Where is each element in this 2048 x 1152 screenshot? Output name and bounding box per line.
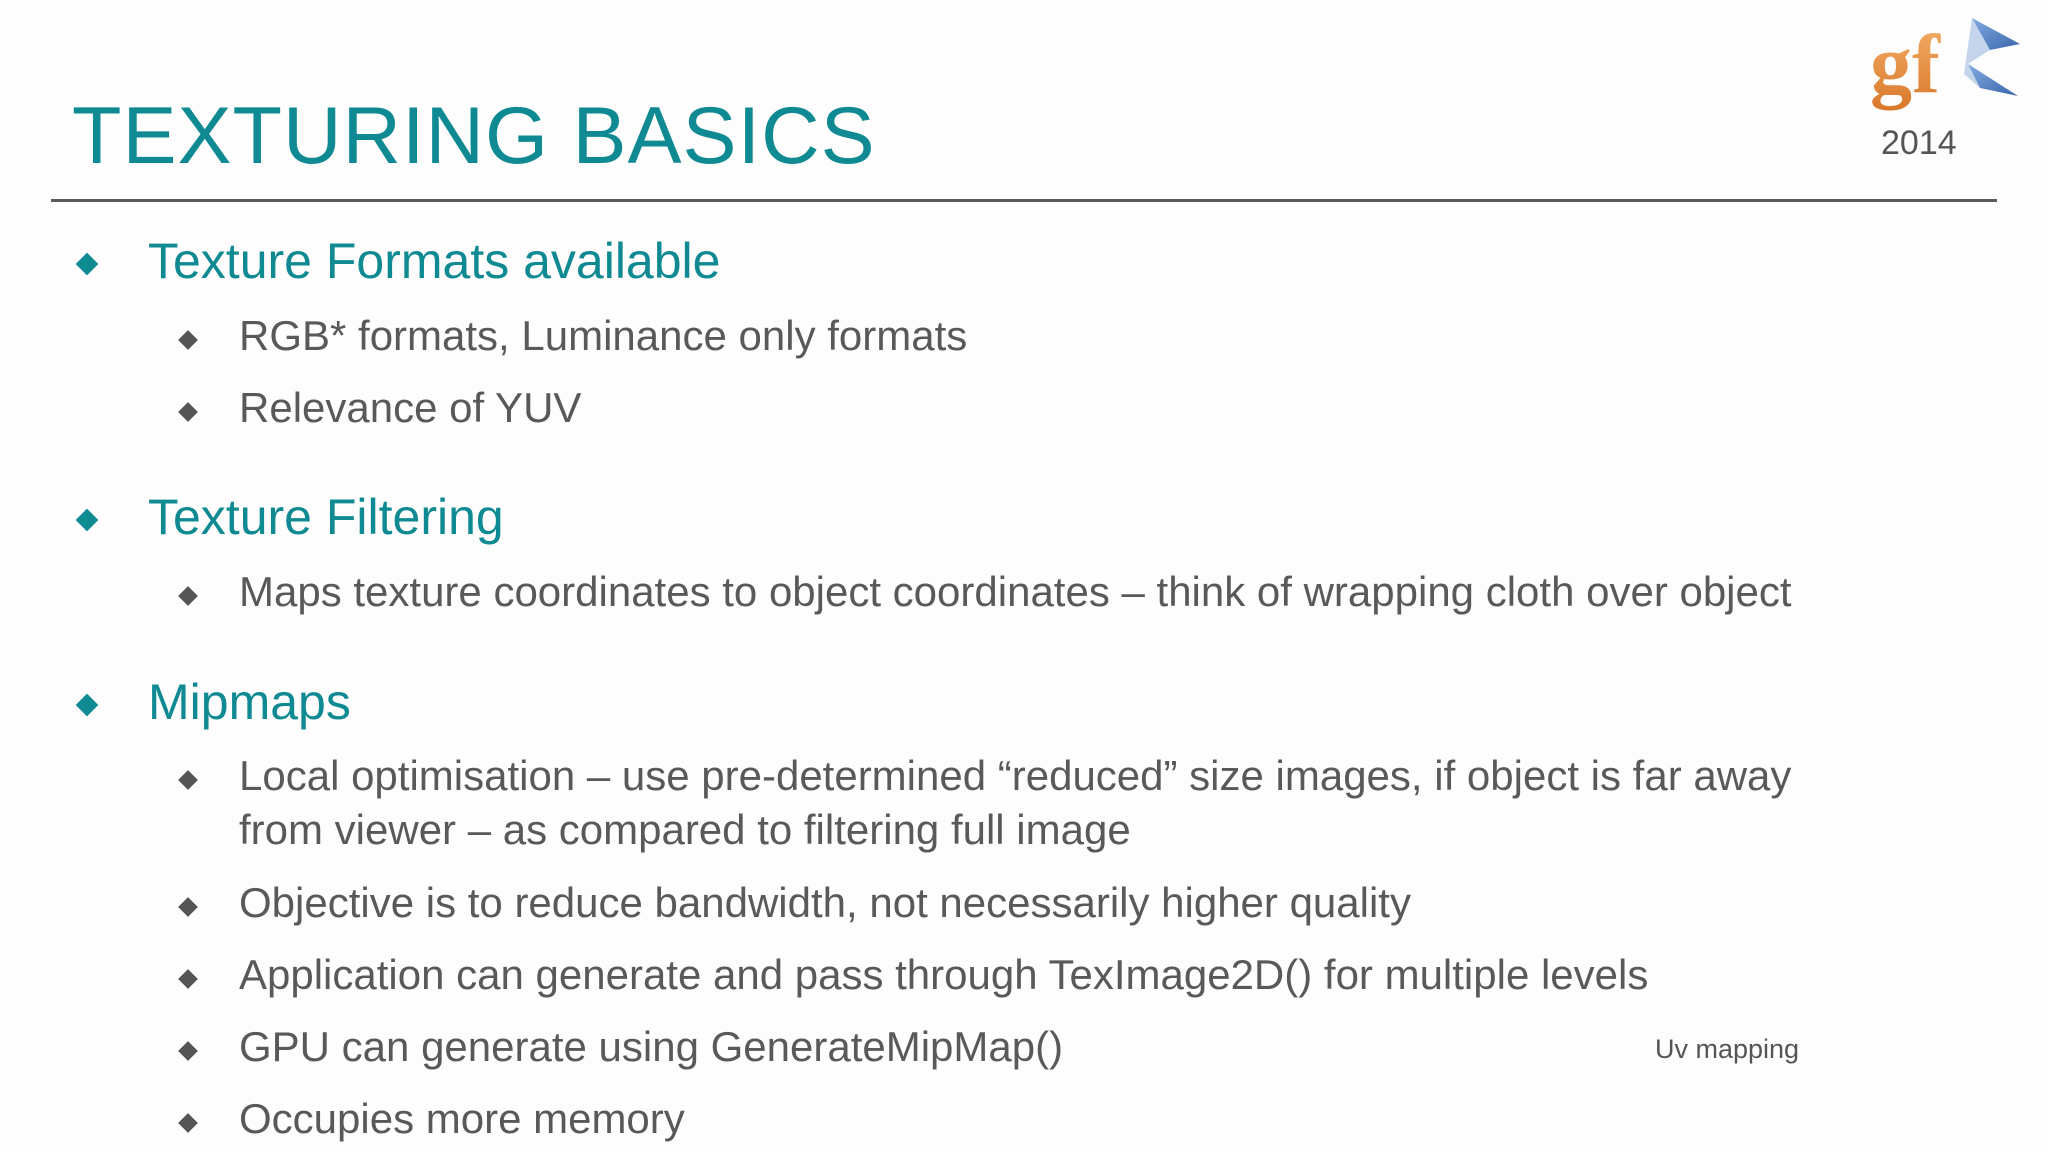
sub-bullet-text: Maps texture coordinates to object coordinates – think of wrapping cloth over object <box>239 568 1792 615</box>
uv-mapping-caption: Uv mapping <box>1655 1034 1800 1064</box>
title-divider <box>51 199 1997 202</box>
diamond-bullet-icon <box>178 770 198 790</box>
diamond-bullet-icon <box>178 1041 198 1061</box>
diamond-bullet-icon <box>178 897 198 917</box>
sub-bullet-reduce-bandwidth <box>239 876 1411 930</box>
diamond-bullet-icon <box>178 969 198 989</box>
bullet-mipmaps <box>148 675 351 730</box>
sub-bullet-text: Occupies more memory <box>239 1095 685 1142</box>
sub-bullet-text: GPU can generate using GenerateMipMap() <box>239 1023 1064 1070</box>
diamond-bullet-icon <box>76 509 99 532</box>
bullet-heading: Texture Filtering <box>148 489 504 545</box>
diamond-bullet-icon <box>76 694 99 717</box>
slide-title: TEXTURING BASICS <box>72 91 876 181</box>
sub-bullet-text: RGB* formats, Luminance only formats <box>239 312 968 359</box>
sub-bullet-line: from viewer – as compared to filtering full image <box>239 806 1131 853</box>
diamond-bullet-icon <box>76 253 99 276</box>
diamond-bullet-icon <box>178 330 198 350</box>
sub-bullet-text: Application can generate and pass through TexImage2D() for multiple levels <box>239 951 1649 998</box>
sub-bullet-generatemipmap <box>239 1020 1063 1074</box>
bullet-texture-formats <box>148 234 720 289</box>
year-label: 2014 <box>1881 124 1957 162</box>
sub-bullet-teximage2d <box>239 948 1648 1002</box>
bullet-texture-filtering <box>148 490 504 545</box>
bullet-heading: Texture Formats available <box>148 233 721 289</box>
sub-bullet-text <box>239 749 1791 857</box>
sub-bullet-rgb-formats <box>239 309 967 363</box>
sub-bullet-maps-coordinates <box>239 565 1792 619</box>
diamond-bullet-icon <box>178 1113 198 1133</box>
sub-bullet-text: Relevance of YUV <box>239 384 582 431</box>
bullet-heading: Mipmaps <box>148 674 351 730</box>
sub-bullet-more-memory <box>239 1092 685 1146</box>
sub-bullet-line: Local optimisation – use pre-determined “reduced” size images, if object is far away <box>239 752 1792 799</box>
logo-text: gf <box>1870 18 1940 111</box>
sub-bullet-text: Objective is to reduce bandwidth, not necessarily higher quality <box>239 879 1411 926</box>
gf-logo-icon <box>1868 14 2028 124</box>
diamond-bullet-icon <box>178 586 198 606</box>
diamond-bullet-icon <box>178 402 198 422</box>
sub-bullet-yuv <box>239 381 581 435</box>
sub-bullet-local-optimisation <box>239 749 1791 857</box>
